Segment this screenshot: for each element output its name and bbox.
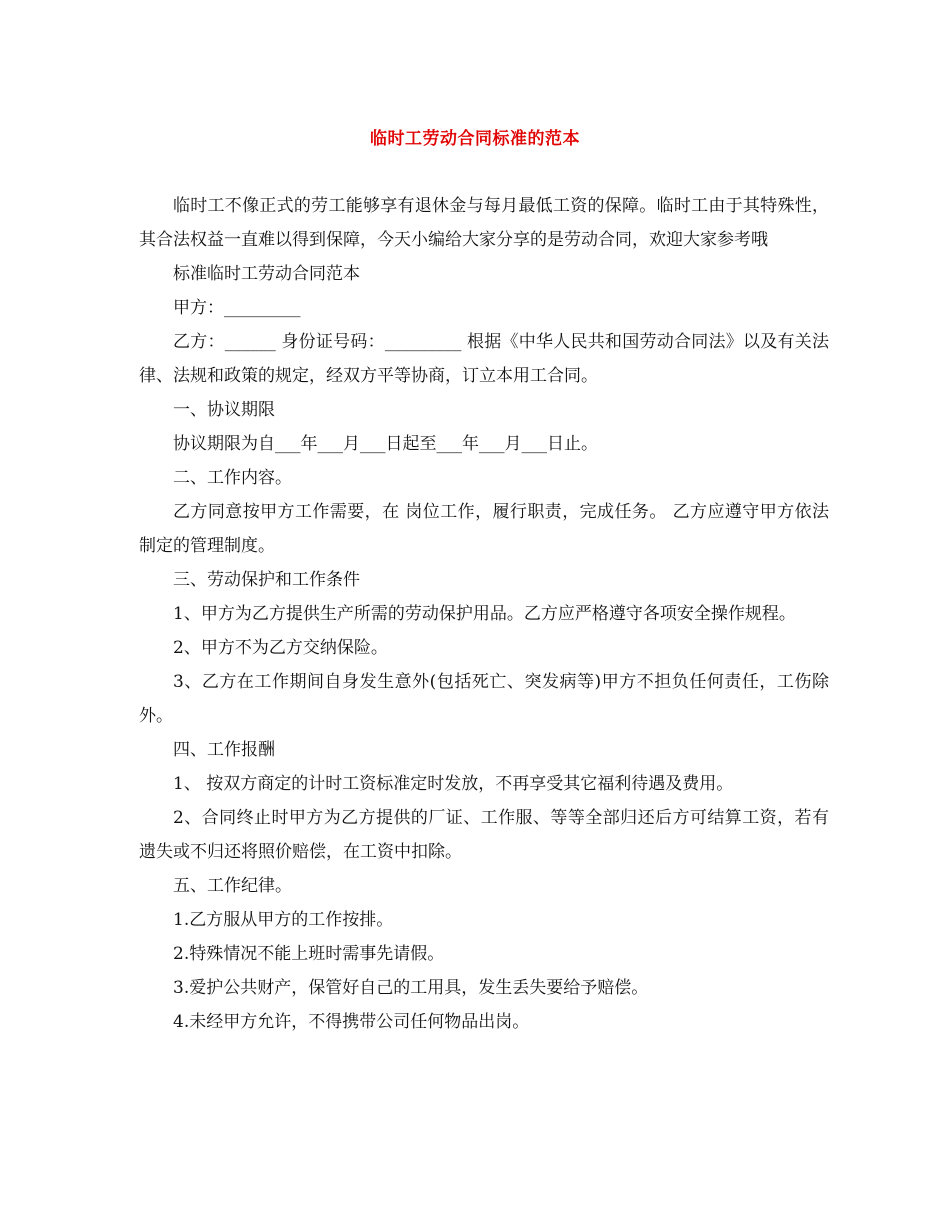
- paragraph-party-a: 甲方：_________: [173, 298, 301, 318]
- paragraph-protection-3: 3、乙方在工作期间自身发生意外(包括死亡、突发病等)甲方不担负任何责任，工伤除外。: [139, 672, 829, 726]
- paragraph-protection-2: 2、甲方不为乙方交纳保险。: [173, 638, 388, 658]
- document-title: 临时工劳动合同标准的范本: [370, 129, 580, 149]
- paragraph-protection-1: 1、甲方为乙方提供生产所需的劳动保护用品。乙方应严格遵守各项安全操作规程。: [173, 604, 796, 624]
- paragraph-term: 协议期限为自___年___月___日起至___年___月___日止。: [173, 434, 598, 454]
- paragraph-discipline-2: 2.特殊情况不能上班时需事先请假。: [173, 944, 445, 964]
- section-heading-protection: 三、劳动保护和工作条件: [173, 570, 360, 590]
- paragraph-discipline-4: 4.未经甲方允许，不得携带公司任何物品出岗。: [173, 1012, 530, 1032]
- paragraph-pay-2: 2、合同终止时甲方为乙方提供的厂证、工作服、等等全部归还后方可结算工资，若有遗失或不归还将照价赔偿，在工资中扣除。: [139, 808, 829, 862]
- paragraph-subtitle: 标准临时工劳动合同范本: [173, 264, 360, 284]
- document-body: [139, 189, 829, 1039]
- paragraph-party-b: 乙方：______ 身份证号码：_________ 根据《中华人民共和国劳动合同法》以及有关法律、法规和政策的规定，经双方平等协商，订立本用工合同。: [139, 332, 829, 386]
- paragraph-discipline-1: 1.乙方服从甲方的工作按排。: [173, 910, 394, 930]
- paragraph-discipline-3: 3.爱护公共财产，保管好自己的工用具，发生丢失要给予赔偿。: [173, 978, 649, 998]
- paragraph-work-content: 乙方同意按甲方工作需要，在 岗位工作，履行职责，完成任务。 乙方应遵守甲方依法制定的管理制度。: [139, 502, 829, 556]
- paragraph-pay-1: 1、 按双方商定的计时工资标准定时发放，不再享受其它福利待遇及费用。: [173, 774, 734, 794]
- section-heading-term: 一、协议期限: [173, 400, 275, 420]
- paragraph-intro: 临时工不像正式的劳工能够享有退休金与每月最低工资的保障。临时工由于其特殊性，其合法权益一直难以得到保障，今天小编给大家分享的是劳动合同，欢迎大家参考哦: [139, 196, 829, 250]
- section-heading-discipline: 五、工作纪律。: [173, 876, 292, 896]
- section-heading-work-content: 二、工作内容。: [173, 468, 292, 488]
- section-heading-pay: 四、工作报酬: [173, 740, 275, 760]
